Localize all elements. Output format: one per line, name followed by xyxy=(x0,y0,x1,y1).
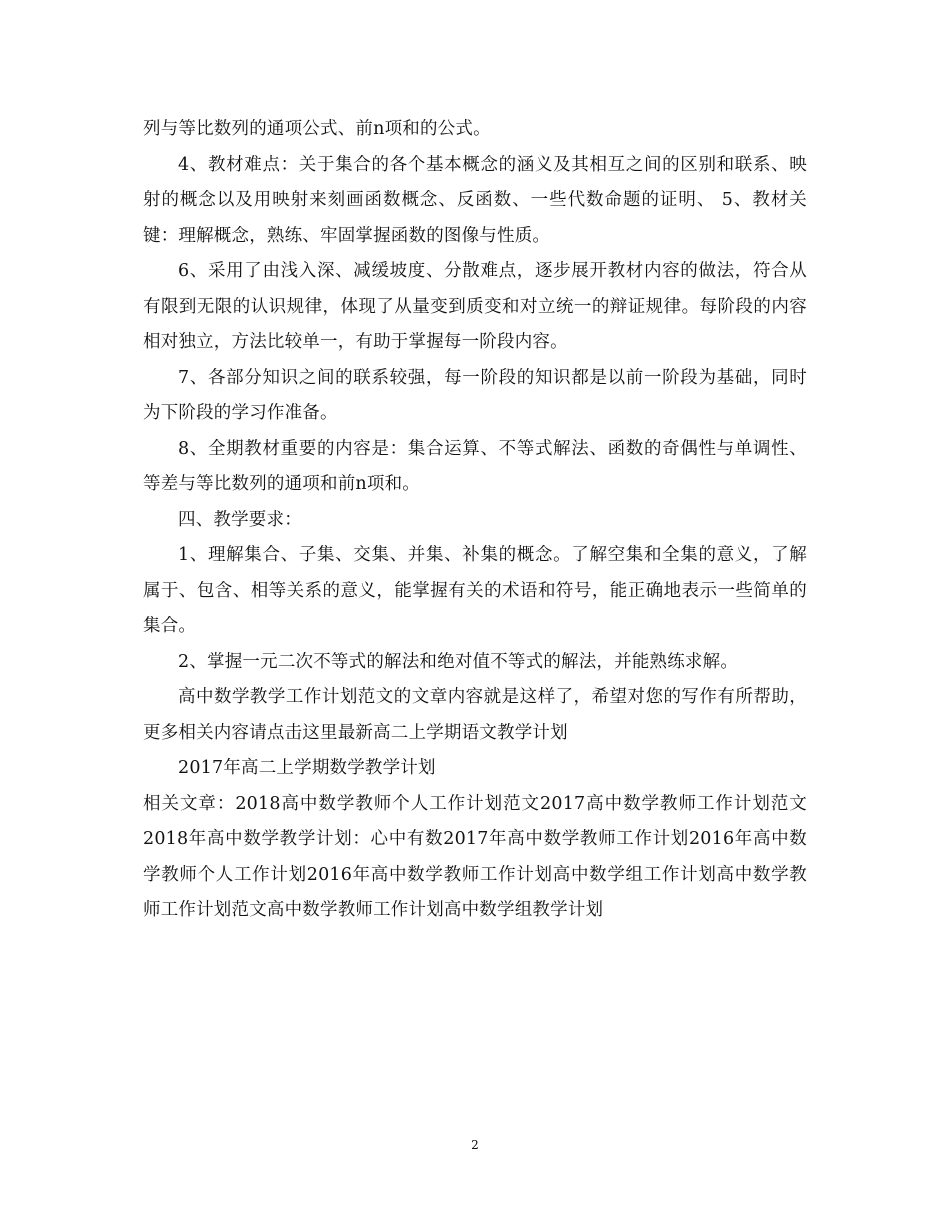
document-body xyxy=(143,112,807,929)
section-heading-teaching-requirements: 四、教学要求： xyxy=(178,509,302,530)
related-plan-title: 2017年高二上学期数学教学计划 xyxy=(178,758,436,778)
paragraph-item-8: 8、全期教材重要的内容是：集合运算、不等式解法、函数的奇偶性与单调性、等差与等比数列的通项和前n项和。 xyxy=(143,438,807,494)
related-articles: 相关文章：2018高中数学教师个人工作计划范文2017高中数学教师工作计划范文2018年高中数学教学计划：心中有数2017年高中数学教师工作计划2016年高中数学教师个人工作计划2016年高中数学教师工作计划高中数学组工作计划高中数学教师工作计划范文高中数学教师工作计划高中数学组教学计划 xyxy=(143,793,807,920)
closing-paragraph: 高中数学教学工作计划范文的文章内容就是这样了，希望对您的写作有所帮助，更多相关内容请点击这里最新高二上学期语文教学计划 xyxy=(143,687,807,743)
paragraph-item-7: 7、各部分知识之间的联系较强，每一阶段的知识都是以前一阶段为基础，同时为下阶段的学习作准备。 xyxy=(143,367,807,423)
paragraph-continuation: 列与等比数列的通项公式、前n项和的公式。 xyxy=(143,119,491,139)
paragraph-item-6: 6、采用了由浅入深、减缓坡度、分散难点，逐步展开教材内容的做法，符合从有限到无限的认识规律，体现了从量变到质变和对立统一的辩证规律。每阶段的内容相对独立，方法比较单一，有助于掌握每一阶段内容。 xyxy=(143,261,807,352)
paragraph-requirement-2: 2、掌握一元二次不等式的解法和绝对值不等式的解法，并能熟练求解。 xyxy=(178,651,739,672)
page-number: 2 xyxy=(471,1138,479,1152)
paragraph-requirement-1: 1、理解集合、子集、交集、并集、补集的概念。了解空集和全集的意义，了解属于、包含、相等关系的意义，能掌握有关的术语和符号，能正确地表示一些简单的集合。 xyxy=(143,545,807,636)
paragraph-item-4: 4、教材难点：关于集合的各个基本概念的涵义及其相互之间的区别和联系、映射的概念以及用映射来刻画函数概念、反函数、一些代数命题的证明、 5、教材关键：理解概念，熟练、牢固掌握函数的图像与性质。 xyxy=(143,154,807,246)
